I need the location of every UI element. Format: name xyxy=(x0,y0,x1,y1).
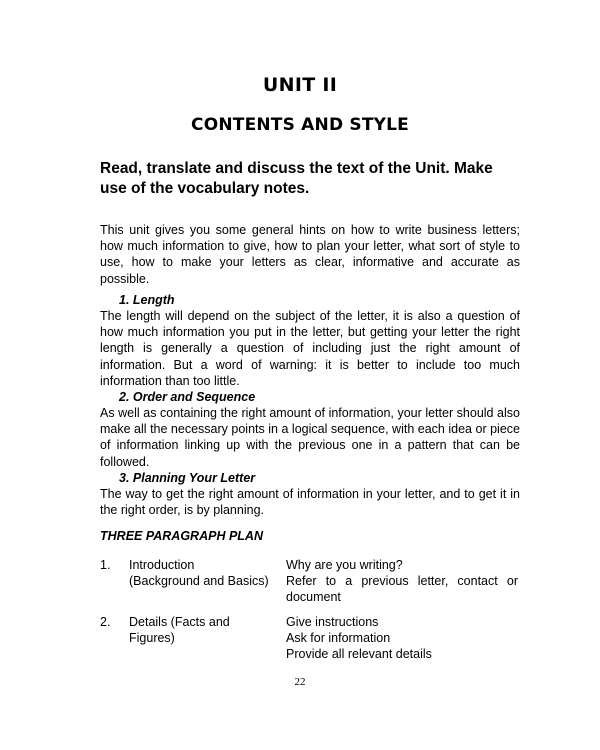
plan-row-label xyxy=(129,557,284,589)
section-heading-order: 2. Order and Sequence xyxy=(119,390,256,404)
section-body-length: The length will depend on the subject of the letter, it is also a question of how much information you put in the letter, but getting your letter the right length is generally a question of including just the right amount of information. But a word of warning: it is better to include too much information than too little. xyxy=(100,309,520,388)
plan-row-label xyxy=(129,614,284,646)
unit-subtitle: CONTENTS AND STYLE xyxy=(191,115,409,135)
page-number: 22 xyxy=(294,676,306,688)
plan-desc-line: Why are you writing? xyxy=(286,558,403,572)
plan-row-number: 2. xyxy=(100,615,111,629)
section-body-planning: The way to get the right amount of information in your letter, and to get it in the right order, is by planning. xyxy=(100,487,520,518)
plan-desc-line: Give instructions xyxy=(286,615,379,629)
plan-label-line: Figures) xyxy=(129,631,175,646)
section-body-order: As well as containing the right amount of information, your letter should also make all the necessary points in a logical sequence, with each idea or piece of information linking up with the previous one in a pattern that can be followed. xyxy=(100,406,520,469)
plan-heading: THREE PARAGRAPH PLAN xyxy=(100,529,263,543)
plan-desc-line: Refer to a previous letter, contact or xyxy=(286,574,518,589)
intro-paragraph: This unit gives you some general hints on how to write business letters; how much information to give, how to plan your letter, what sort of style to use, how to make your letters as clear, informative and accurate as possible. xyxy=(100,223,520,286)
plan-label-line: Details (Facts and xyxy=(129,615,230,629)
plan-desc-line: Ask for information xyxy=(286,631,391,646)
plan-row-number: 1. xyxy=(100,558,111,572)
plan-label-line: Introduction xyxy=(129,558,195,572)
plan-label-line: (Background and Basics) xyxy=(129,574,269,589)
plan-row-description xyxy=(286,557,518,606)
plan-desc-line: document xyxy=(286,590,341,605)
instruction-text: Read, translate and discuss the text of the Unit. Make use of the vocabulary notes. xyxy=(100,160,493,197)
unit-title: UNIT II xyxy=(262,74,338,96)
plan-row-description xyxy=(286,614,518,663)
section-heading-planning: 3. Planning Your Letter xyxy=(119,471,256,485)
plan-desc-line: Provide all relevant details xyxy=(286,647,432,662)
section-heading-length: 1. Length xyxy=(119,293,175,307)
